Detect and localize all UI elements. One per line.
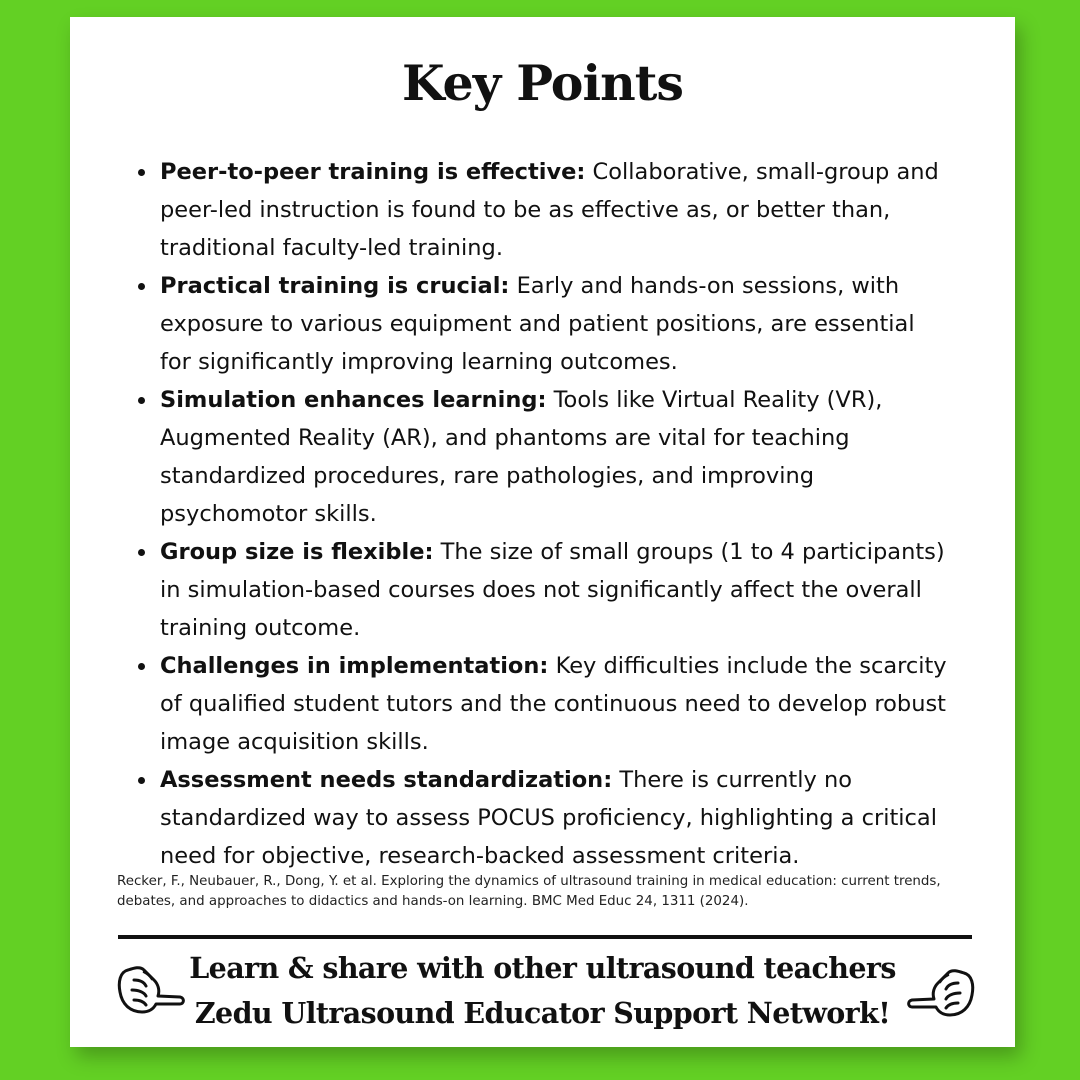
list-item	[160, 267, 950, 381]
point-text: Early and hands-on sessions, with exposure to various equipment and patient positions, are essential for significantly improving learning outcomes.	[160, 273, 915, 375]
point-text: The size of small groups (1 to 4 participants) in simulation-based courses does not significantly affect the overall training outcome.	[160, 539, 945, 641]
footer-line-1: Learn & share with other ultrasound teachers	[189, 951, 896, 985]
point-heading: Practical training is crucial:	[160, 273, 510, 299]
key-points-list	[160, 153, 950, 875]
list-item	[160, 153, 950, 267]
page-title: Key Points	[402, 54, 683, 112]
point-heading: Peer-to-peer training is effective:	[160, 159, 586, 185]
citation: Recker, F., Neubauer, R., Dong, Y. et al. Exploring the dynamics of ultrasound training in medical education: current trends, debates, and approaches to didactics and hands-on learning. BMC Med Educ 24, 1311 (2024).	[117, 874, 941, 909]
point-text: There is currently no standardized way to assess POCUS proficiency, highlighting a critical need for objective, research-backed assessment criteria.	[160, 767, 937, 869]
list-item	[160, 533, 950, 647]
point-heading: Simulation enhances learning:	[160, 387, 547, 413]
footer-line-2: Zedu Ultrasound Educator Support Network!	[194, 996, 891, 1030]
pointing-hand-left-icon	[906, 961, 978, 1021]
point-heading: Group size is flexible:	[160, 539, 434, 565]
point-heading: Assessment needs standardization:	[160, 767, 613, 793]
point-heading: Challenges in implementation:	[160, 653, 549, 679]
list-item	[160, 761, 950, 875]
point-text: Collaborative, small-group and peer-led instruction is found to be as effective as, or better than, traditional faculty-led training.	[160, 159, 939, 261]
footer-banner	[170, 946, 915, 1036]
list-item	[160, 647, 950, 761]
point-text: Tools like Virtual Reality (VR), Augmented Reality (AR), and phantoms are vital for teaching standardized procedures, rare pathologies, and improving psychomotor skills.	[160, 387, 883, 527]
list-item	[160, 381, 950, 533]
key-points-card	[70, 17, 1015, 1047]
divider	[118, 935, 972, 939]
point-text: Key difficulties include the scarcity of qualified student tutors and the continuous need to develop robust image acquisition skills.	[160, 653, 947, 755]
